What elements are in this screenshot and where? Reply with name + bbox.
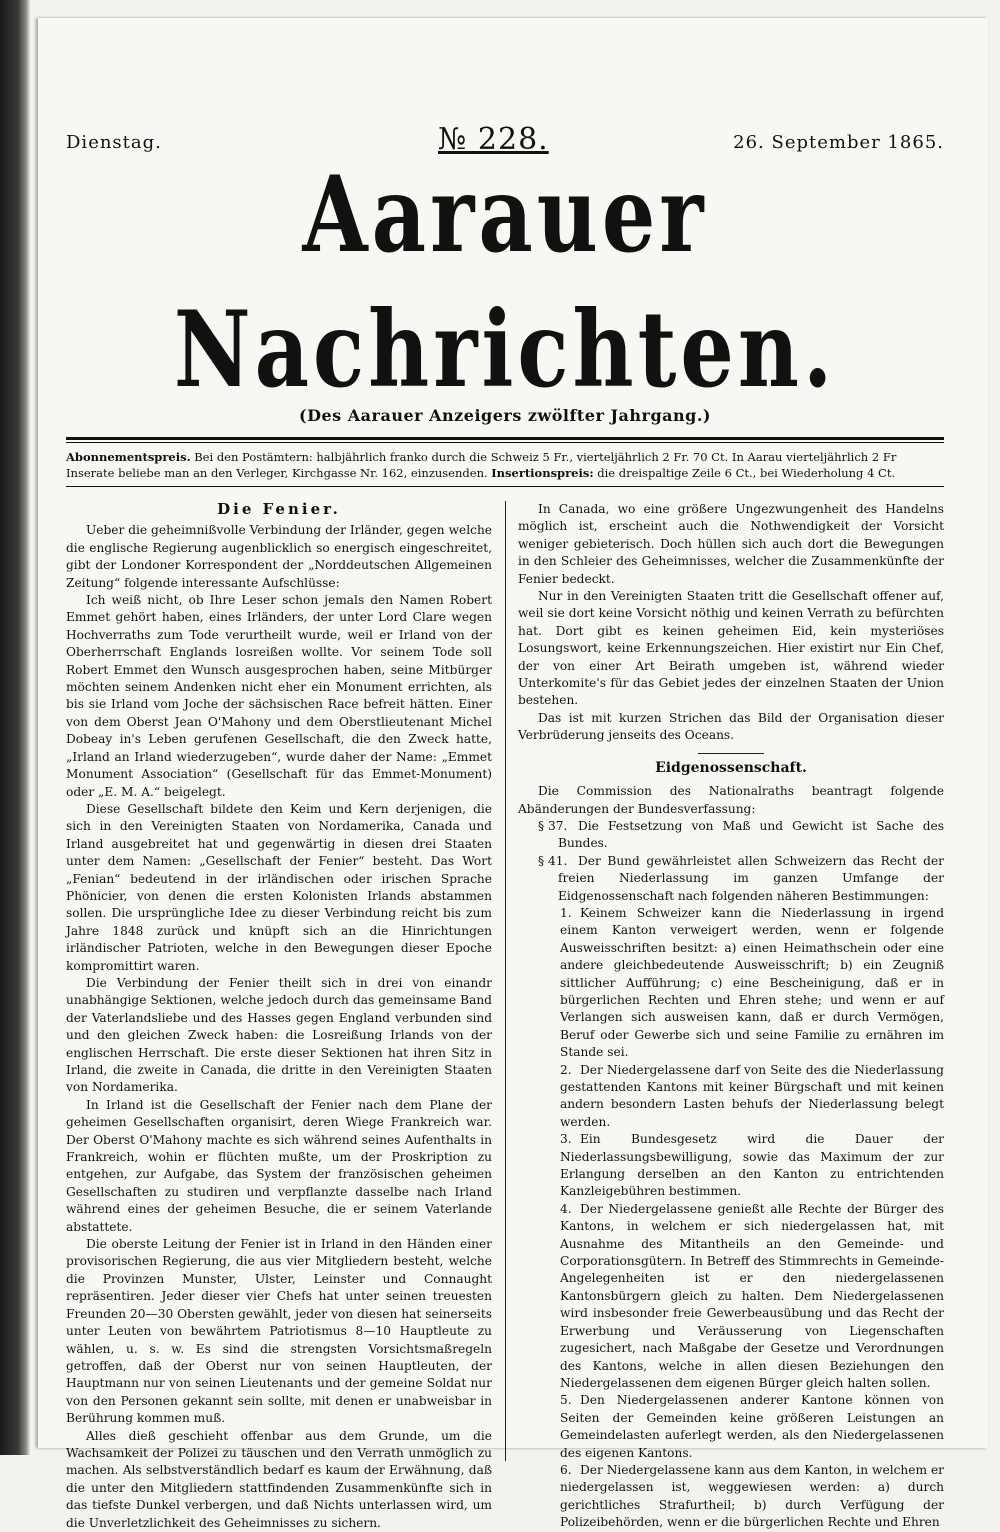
- inserate-text: Inserate beliebe man an den Verleger, Kirchgasse Nr. 162, einzusenden.: [66, 466, 492, 480]
- item-text: Der Niedergelassene kann aus dem Kanton, in welchem er niedergelassen ist, weggewiesen werden: a) durch gerichtliches Strafurtheil; b) durch Verfügung der Polizeibehörden, wenn er die bürgerlichen Rechte und Ehren: [560, 1462, 944, 1530]
- item-number: 1.: [560, 905, 572, 920]
- article-label: § 37.: [538, 818, 568, 833]
- issue-number: № 228.: [438, 122, 549, 157]
- article-text: Die Festsetzung von Maß und Gewicht ist Sache des Bundes.: [558, 818, 944, 851]
- insertion-text: die dreispaltige Zeile 6 Ct., bei Wiederholung 4 Ct.: [593, 466, 896, 480]
- item-number: 3.: [560, 1132, 572, 1147]
- subscription-label: Abonnementspreis.: [66, 450, 191, 464]
- column-divider: [505, 501, 506, 1461]
- paragraph: Diese Gesellschaft bildete den Keim und Kern derjenigen, die sich in den Vereinigten Staaten von Nordamerika, Canada und Irland ausgebreitet hat und gegenwärtig in diesen drei Staaten unter dem Namen: „Gesellschaft der Fenier“ besteht. Das Wort „Fenian“ bedeutend in der irländischen oder irischen Sprache Phönicier, von denen die ersten Kolonisten Irlands abstammen sollen. Die ursprüngliche Idee zu dieser Verbindung reicht bis zum Jahre 1848 zurück und knüpft sich an die Hinrichtungen irländischer Patrioten, welche in den Bewegungen dieser Epoche kompromittirt waren.: [66, 801, 492, 973]
- article-37: [518, 818, 944, 853]
- list-item: [518, 1131, 944, 1201]
- paragraph: Das ist mit kurzen Strichen das Bild der Organisation dieser Verbrüderung jenseits des Oceans.: [518, 710, 944, 743]
- paragraph: Alles dieß geschieht offenbar aus dem Grunde, um die Wachsamkeit der Polizei zu täuschen und den Verrath unmöglich zu machen. Als selbstverständlich bedarf es kaum der Erwähnung, daß die unter den Mitgliedern stattfindenden Zusammenkünfte sich in das tiefste Dunkel verbergen, und daß Nichts unterlassen wird, um die Unverletzlichkeit des Geheimnisses zu sichern.: [66, 1428, 492, 1530]
- article-heading-eidgenossenschaft: Eidgenossenschaft.: [655, 759, 807, 776]
- list-item: [518, 905, 944, 1062]
- insertion-label: Insertionspreis:: [491, 466, 594, 480]
- list-item: [518, 1462, 944, 1532]
- paragraph: Ueber die geheimnißvolle Verbindung der Irländer, gegen welche die englische Regierung augenblicklich so energisch eingeschreitet, gibt der Londoner Korrespondent der „Norddeutschen Allgemeinen Zeitung“ folgende interessante Aufschlüsse:: [66, 523, 492, 590]
- paragraph: Die oberste Leitung der Fenier ist in Irland in den Händen einer provisorischen Regierung, die aus vier Mitgliedern besteht, welche die Provinzen Munster, Ulster, Leinster und Connaught repräsentiren. Jeder dieser vier Chefs hat unter seinen treuesten Freunden 20—30 Obersten gewählt, jeder von diesen hat seinerseits unter Leuten von bewährtem Patriotismus 8—10 Hauptleute zu wählen, u. s. w. Es sind die strengsten Vorsichtsmaßregeln getroffen, daß der Oberst nur von seinen Hauptleuten, der Hauptmann nur von seinen Lieutenants und der gemeine Soldat nur von den Personen gekannt sein sollte, mit denen er unabweisbar in Berührung kommen muß.: [66, 1237, 492, 1426]
- day-label: Dienstag.: [66, 132, 162, 153]
- masthead-title: Aarauer Nachrichten.: [173, 152, 837, 411]
- item-number: 2.: [560, 1062, 572, 1077]
- paragraph: In Irland ist die Gesellschaft der Fenier nach dem Plane der geheimen Gesellschaften organisirt, deren Wiege Frankreich war. Der Oberst O'Mahony machte es sich während seines Aufenthalts in Frankreich, wohin er flüchten mußte, um der Proskription zu entgehen, zur Aufgabe, das System der französischen geheimen Gesellschaften zu studiren und verpflanzte dasselbe nach Irland während eines der geheimen Besuche, die er seinem Vaterlande abstattete.: [66, 1097, 492, 1234]
- list-item: [518, 1062, 944, 1132]
- page-content: [66, 122, 944, 1530]
- item-number: 6.: [560, 1462, 572, 1477]
- item-text: Ein Bundesgesetz wird die Dauer der Niederlassungsbewilligung, sowie das Maximum der zur Erlangung derselben an den Kanton zu entrichtenden Kanzleigebühren bestimmen.: [560, 1132, 944, 1199]
- subscription-info: [66, 449, 944, 481]
- item-text: Der Niedergelassene genießt alle Rechte der Bürger des Kantons, in welchem er sich niedergelassen hat, mit Ausnahme des Mitantheils an den Gemeinde- und Corporationsgütern. In Betreff des Stimmrechts in Gemeinde-Angelegenheiten ist er den niedergelassenen Kantonsbürgern gleich zu halten. Dem Niedergelassenen wird insbesonder freie Gewerbeausübung und das Recht der Erwerbung und Veräusserung von Liegenschaften zugesichert, nach Maßgabe der Gesetze und Verordnungen des Kantons, welche in allen diesen Beziehungen den Niedergelassenen dem eigenen Bürger gleich halten sollen.: [560, 1201, 944, 1390]
- subscription-text: Bei den Postämtern: halbjährlich franko durch die Schweiz 5 Fr., vierteljährlich 2 Fr. 70 Ct. In Aarau vierteljährlich 2 Fr: [190, 450, 897, 464]
- item-number: 4.: [560, 1201, 572, 1216]
- paragraph: Die Verbindung der Fenier theilt sich in drei von einandr unabhängige Sektionen, welche jedoch durch das gemeinsame Band der Vaterlandsliebe und des Hasses gegen England verbunden sind und den gleichen Zweck haben: die Losreißung Irlands von der englischen Herrschaft. Die erste dieser Sektionen hat ihren Sitz in Irland, die zweite in Canada, die dritte in den Vereinigten Staaten von Nordamerika.: [66, 975, 492, 1095]
- masthead-rule: [66, 437, 944, 443]
- item-number: 5.: [560, 1393, 572, 1408]
- list-item: [518, 1201, 944, 1392]
- paragraph: Nur in den Vereinigten Staaten tritt die Gesellschaft offener auf, weil sie dort keine Vorsicht nöthig und keinen Verrath zu befürchten hat. Dort gibt es keinen geheimen Eid, kein mysteriöses Losungswort, keine Erkennungszeichen. Hier existirt nur Ein Chef, der von einer Art Beirath umgeben ist, während wieder Unterkomite's für das Gebiet jedes der einzelnen Staaten der Union bestehen.: [518, 589, 944, 708]
- paragraph: Die Commission des Nationalraths beantragt folgende Abänderungen der Bundesverfassung:: [518, 784, 944, 816]
- header-bottom-rule: [66, 486, 944, 487]
- masthead-subtitle: (Des Aarauer Anzeigers zwölfter Jahrgang.): [299, 406, 711, 425]
- item-text: Der Niedergelassene darf von Seite des die Niederlassung gestattenden Kantons mit keiner Bürgschaft und mit keinen andern besondern Lasten behufs der Niederlassung belegt werden.: [560, 1062, 944, 1129]
- left-column: [66, 501, 492, 1532]
- list-item: [518, 1392, 944, 1462]
- article-text: Der Bund gewährleistet allen Schweizern das Recht der freien Niederlassung im ganzen Umfange der Eidgenossenschaft nach folgenden näheren Bestimmungen:: [558, 853, 944, 903]
- right-column: [518, 501, 944, 1532]
- section-rule: [698, 753, 764, 754]
- newspaper-page: [38, 18, 988, 1530]
- article-heading-fenier: Die Fenier.: [217, 500, 341, 518]
- item-text: Den Niedergelassenen anderer Kantone können von Seiten der Gemeinden keine größeren Leistungen an Gemeindelasten auferlegt werden, als den Niedergelassenen des eigenen Kantons.: [560, 1393, 944, 1460]
- article-41: [518, 853, 944, 905]
- paragraph: Ich weiß nicht, ob Ihre Leser schon jemals den Namen Robert Emmet gehört haben, eines Irländers, der unter Lord Clare wegen Hochverraths zum Tode verurtheilt wurde, weil er Irland von der Oberherrschaft Englands losreißen wollte. Vor seinem Tode soll Robert Emmet den Wunsch ausgesprochen haben, seine Mitbürger möchten seinem Andenken nicht eher ein Monument errichten, als bis sie Irland vom Joche der sächsischen Race befreit hätten. Einer von dem Oberst Jean O'Mahony und dem Oberstlieutenant Michel Dobeay in's Leben gerufenen Gesellschaft, die den Zweck hatte, „Irland an Irland wiederzugeben“, wurde daher der Name: „Emmet Monument Association“ (Gesellschaft für das Emmet-Monument) oder „E. M. A.“ beigelegt.: [66, 593, 492, 799]
- paragraph: In Canada, wo eine größere Ungezwungenheit des Handelns möglich ist, erscheint auch die Nothwendigkeit der Vorsicht weniger gebieterisch. Doch hüllen sich auch dort die Bewegungen in den Schleier des Geheimnisses, welcher die Zusammenkünfte der Fenier bedeckt.: [518, 502, 944, 586]
- item-text: Keinem Schweizer kann die Niederlassung in irgend einem Kanton verweigert werden, wenn er folgende Ausweisschriften besitzt: a) einen Heimathschein oder eine andere gleichbedeutende Ausweisschrift; b) ein Zeugniß sittlicher Aufführung; c) eine Bescheinigung, daß er in bürgerlichen Rechten und Ehren stehe; und wenn er auf Verlangen sich ausweisen kann, daß er durch Vermögen, Beruf oder Gewerbe sich und seine Familie zu ernähren im Stande sei.: [560, 905, 944, 1060]
- issue-date: 26. September 1865.: [733, 132, 944, 153]
- book-binding-edge: [0, 0, 30, 1455]
- article-label: § 41.: [538, 853, 568, 868]
